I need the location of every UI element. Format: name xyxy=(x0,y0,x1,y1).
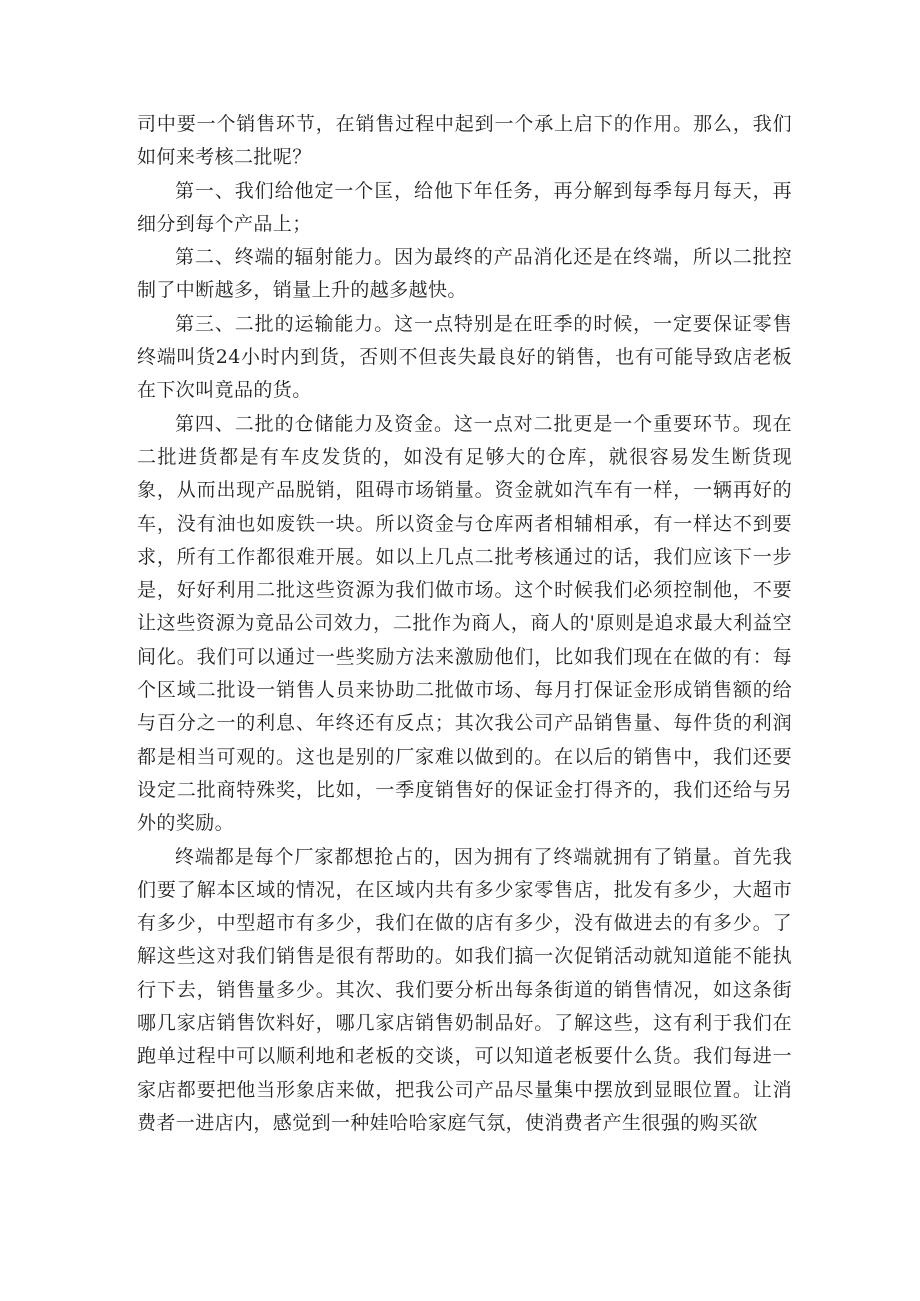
paragraph-continuation: 司中要一个销售环节，在销售过程中起到一个承上启下的作用。那么，我们如何来考核二批呢？ xyxy=(137,113,792,169)
paragraph-terminal: 终端都是每个厂家都想抢占的，因为拥有了终端就拥有了销量。首先我们要了解本区域的情况，在区域内共有多少家零售店，批发有多少，大超市有多少，中型超市有多少，我们在做的店有多少，没有做进去的有多少。了解这些这对我们销售是很有帮助的。如我们搞一次促销活动就知道能不能执行下去，销售量多少。其次、我们要分析出每条街道的销售情况，如这条街哪几家店销售饮料好，哪几家店销售奶制品好。了解这些，这有利于我们在跑单过程中可以顺利地和老板的交谈，可以知道老板要什么货。我们每进一家店都要把他当形象店来做，把我公司产品尽量集中摆放到显眼位置。让消费者一进店内，感觉到一种娃哈哈家庭气氛，使消费者产生很强的购买欲 xyxy=(137,845,792,1134)
paragraph-second-criterion: 第二、终端的辐射能力。因为最终的产品消化还是在终端，所以二批控制了中断越多，销量上升的越多越快。 xyxy=(137,246,792,302)
paragraph-fourth-criterion: 第四、二批的仓储能力及资金。这一点对二批更是一个重要环节。现在二批进货都是有车皮发货的，如没有足够大的仓库，就很容易发生断货现象，从而出现产品脱销，阻碍市场销量。资金就如汽车有一样，一辆再好的车，没有油也如废铁一块。所以资金与仓库两者相辅相承，有一样达不到要求，所有工作都很难开展。如以上几点二批考核通过的话，我们应该下一步是，好好利用二批这些资源为我们做市场。这个时候我们必须控制他，不要让这些资源为竟品公司效力，二批作为商人，商人的'原则是追求最大利益空间化。我们可以通过一些奖励方法来激励他们，比如我们现在在做的有：每个区域二批设一销售人员来协助二批做市场、每月打保证金形成销售额的给与百分之一的利息、年终还有反点；其次我公司产品销售量、每件货的利润都是相当可观的。这也是别的厂家难以做到的。在以后的销售中，我们还要设定二批商特殊奖，比如，一季度销售好的保证金打得齐的，我们还给与另外的奖励。 xyxy=(137,412,792,835)
paragraph-first-criterion: 第一、我们给他定一个匡，给他下年任务，再分解到每季每月每天，再细分到每个产品上； xyxy=(137,179,792,235)
paragraph-third-criterion: 第三、二批的运输能力。这一点特别是在旺季的时候，一定要保证零售终端叫货24小时内到货，否则不但丧失最良好的销售，也有可能导致店老板在下次叫竟品的货。 xyxy=(137,312,792,402)
document-body xyxy=(137,108,792,1140)
